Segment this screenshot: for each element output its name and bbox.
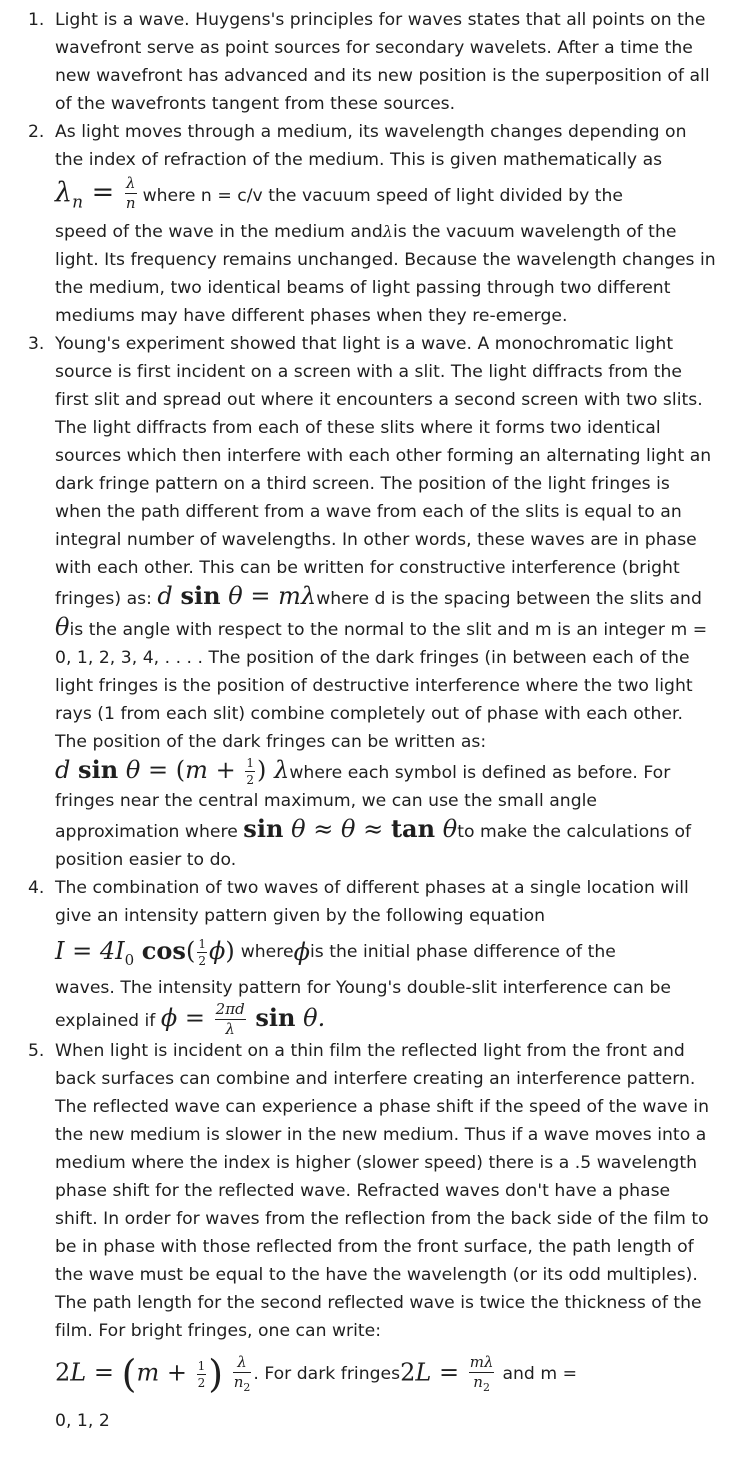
theta-symbol: θ [55, 613, 70, 641]
intensity-equation: $I = 4I_0$ cos( $\frac{1}{2}$ ϕ) [55, 935, 235, 969]
item-text-a: As light moves through a medium, its wavelength changes depending on the index of refraction of the medium. This is given mathematically as [55, 122, 687, 170]
item-text-continued [55, 974, 718, 1037]
item-number: 5. [28, 1041, 45, 1061]
item-text-f: to make the calculations of position easier to do. [55, 822, 692, 870]
thin-film-bright-equation: 2L = (m + $\frac{1}{2}$ ) $\frac{\lambda}{n_2}$ [55, 1352, 251, 1396]
list-item-5 [0, 1037, 740, 1435]
dark-fringe-equation: d sin θ = (m + $\frac{1}{2}$ ) λ [55, 755, 290, 787]
small-angle-equation: sin θ ≈ θ ≈ tan θ [243, 814, 458, 843]
item-number: 2. [28, 122, 45, 142]
item-text: The combination of two waves of different phases at a single location will give an intensity pattern given by the following equation [55, 878, 689, 926]
item-number: 3. [28, 334, 45, 354]
item-text-c: is the initial phase difference of the [309, 942, 616, 962]
item-text-b: where d is the spacing between the slits and [316, 589, 702, 609]
item-text-a: Young's experiment showed that light is a wave. A monochromatic light source is first incident on a screen with a slit. The light diffracts from the first slit and spread out where it encounters a second screen with two slits. The light diffracts from each of these slits where it forms two identical sources which then interfere with each other forming an alternating light an dark fringe pattern on a third screen. The position of the light fringes is when the path different from a wave from each of the slits is equal to an integral number of wavelengths. In other words, these waves are in phase with each other. This can be written for constructive interference (bright fringes) as: [55, 334, 712, 609]
wavelength-equation: $\lambda_n$ = $\frac{\lambda}{n}$ [55, 173, 136, 213]
item-text-c: is the vacuum wavelength of the light. Its frequency remains unchanged. Because the wavelength changes in the medium, two identical beams of light passing through two different mediums may have different phases when they re-emerge. [55, 222, 716, 326]
bright-fringe-equation: d sin θ = mλ [157, 581, 317, 610]
wavelength-equation-line [55, 174, 718, 218]
equation-explanation: where n = c/v the vacuum speed of light divided by the [142, 186, 624, 206]
item-text [55, 118, 718, 174]
item-text-continued: 0, 1, 2 [55, 1411, 110, 1431]
item-text-e: defined as before. For fringes near the central maximum, we can use the small angle approximation where [55, 763, 671, 842]
phase-equation: ϕ = $\frac{2\pi d}{\lambda}$ sin θ. [160, 1000, 326, 1038]
item-number: 1. [28, 10, 45, 30]
thin-film-equation-line [55, 1345, 718, 1403]
item-text-c: is the angle with respect to the normal to the slit and m is an integer m = 0, 1, 2, 3, 4, . . . . The position of the dark fringes (in between each of the light fringes is the position of destructive interference where the two light rays (1 from each slit) combine completely out of phase with each other. The position of the dark fringes can be written as: [55, 620, 708, 752]
list-item-4 [0, 874, 740, 1037]
item-text-b: . For dark fringes [253, 1364, 401, 1384]
item-text-b: speed of the wave in the medium and [55, 222, 383, 242]
intensity-equation-line [55, 930, 718, 974]
list-item-3 [0, 330, 740, 874]
item-text-c: and m = [502, 1364, 578, 1384]
item-text-b: where [240, 942, 294, 962]
list-item-1 [0, 6, 740, 118]
thin-film-dark-equation: 2L = $\frac{m\lambda}{n_2}$ [400, 1353, 494, 1394]
item-text: When light is incident on a thin film the reflected light from the front and back surfaces can combine and interfere creating an interference pattern. The reflected wave can experience a phase shift if the speed of the wave in the new medium is slower in the new medium. Thus if a wave moves into a medium where the index is higher (slower speed) there is a .5 wavelength phase shift for the reflected wave. Refracted waves don't have a phase shift. In order for waves from the reflection from the back side of the film to be in phase with those reflected from the front surface, the path length of the wave must be equal to the have the wavelength (or its odd multiples). The path length for the second reflected wave is twice the thickness of the film. For bright fringes, one can write: [55, 1041, 710, 1341]
item-text-d: where each symbol is [289, 763, 477, 783]
item-text-continued [55, 218, 718, 330]
lambda-symbol: λ [382, 222, 393, 241]
item-number: 4. [28, 878, 45, 898]
item-text: Light is a wave. Huygens's principles for waves states that all points on the wavefront serve as point sources for secondary wavelets. After a time the new wavefront has advanced and its new position is the superposition of all of the wavefronts tangent from these sources. [55, 10, 710, 114]
phi-symbol: ϕ [293, 938, 310, 966]
item-text-d: waves. The intensity pattern for Young's double-slit interference can be explained if [55, 978, 671, 1031]
list-item-2 [0, 118, 740, 330]
numbered-list [0, 6, 740, 1435]
item-text [55, 330, 718, 874]
